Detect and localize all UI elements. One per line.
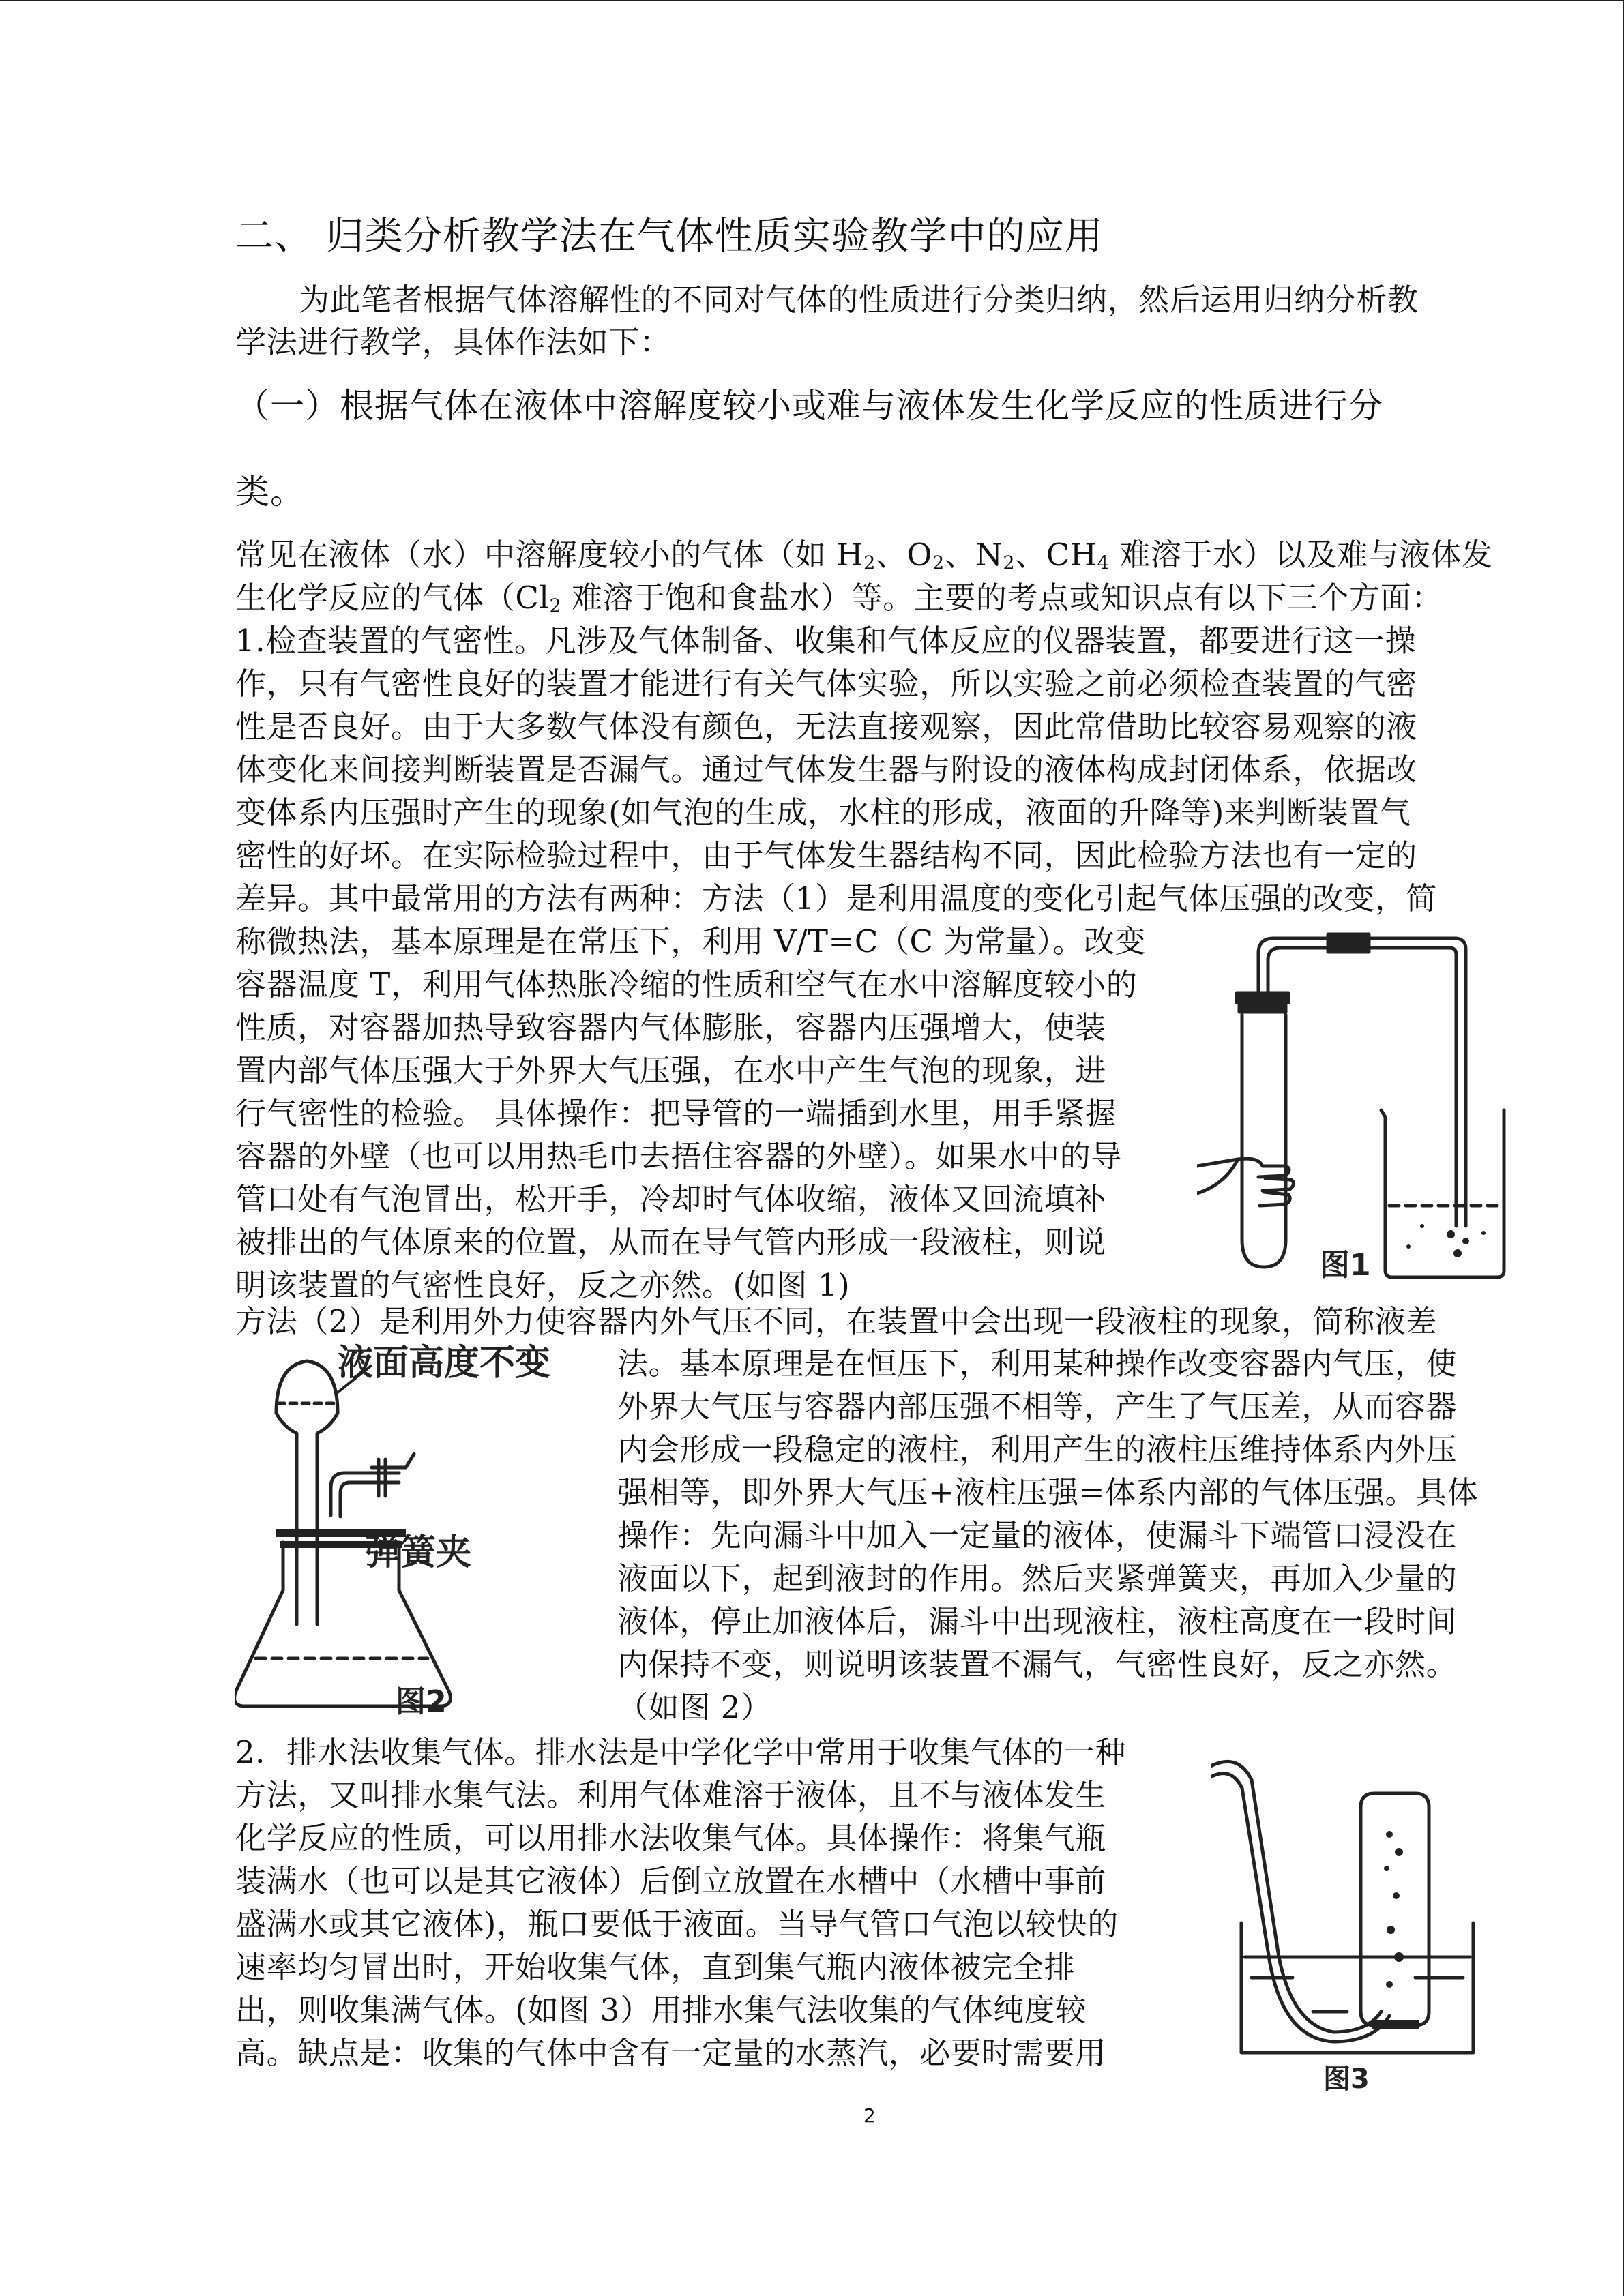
subscript: 2	[932, 552, 945, 574]
body-line: 操作：先向漏斗中加入一定量的液体，使漏斗下端管口浸没在	[617, 1517, 1458, 1553]
body-line: 外界大气压与容器内部压强不相等，产生了气压差，从而容器	[617, 1388, 1458, 1425]
body-line: 出，则收集满气体。(如图 3）用排水集气法收集的气体纯度较	[235, 1992, 1087, 2028]
subsection-title-line-1: （一）根据气体在液体中溶解度较小或难与液体发生化学反应的性质进行分	[235, 386, 1383, 426]
body-line: 被排出的气体原来的位置，从而在导气管内形成一段液柱，则说	[235, 1224, 1106, 1260]
body-line: 置内部气体压强大于外界大气压强，在水中产生气泡的现象，进	[235, 1052, 1106, 1088]
figure-1	[1197, 926, 1511, 1287]
page-number: 2	[863, 2104, 876, 2127]
text-run: 难溶于水）以及难与液体发	[1109, 537, 1493, 573]
body-line: 装满水（也可以是其它液体）后倒立放置在水槽中（水槽中事前	[235, 1863, 1106, 1899]
body-line: 性是否良好。由于大多数气体没有颜色，无法直接观察，因此常借助比较容易观察的液	[235, 709, 1417, 745]
intro-line-2: 学法进行教学，具体作法如下：	[235, 324, 671, 360]
body-line: 变体系内压强时产生的现象(如气泡的生成，水柱的形成，液面的升降等)来判断装置气	[235, 794, 1411, 831]
body-line: 盛满水或其它液体)，瓶口要低于液面。当导气管口气泡以较快的	[235, 1906, 1119, 1942]
intro-line-1: 为此笔者根据气体溶解性的不同对气体的性质进行分类归纳，然后运用归纳分析教	[299, 282, 1419, 318]
body-line: 作，只有气密性良好的装置才能进行有关气体实验，所以实验之前必须检查装置的气密	[235, 666, 1417, 702]
body-line: 性质，对容器加热导致容器内气体膨胀，容器内压强增大，使装	[235, 1009, 1106, 1045]
body-line: 方法，又叫排水集气法。利用气体难溶于液体，且不与液体发生	[235, 1777, 1106, 1813]
body-line: 称微热法，基本原理是在常压下，利用 V/T=C（C 为常量）。改变	[235, 923, 1147, 959]
figure-2-label-liquid-level: 液面高度不变	[338, 1343, 551, 1384]
body-line: 2．排水法收集气体。排水法是中学化学中常用于收集气体的一种	[235, 1734, 1127, 1770]
body-line: 体变化来间接判断装置是否漏气。通过气体发生器与附设的液体构成封闭体系，依据改	[235, 751, 1417, 788]
text-run: 、CH	[1015, 537, 1097, 573]
body-line: 内会形成一段稳定的液柱，利用产生的液柱压维持体系内外压	[617, 1431, 1458, 1467]
subscript: 4	[1097, 552, 1110, 574]
body-line: 液体，停止加液体后，漏斗中出现液柱，液柱高度在一段时间	[617, 1603, 1458, 1639]
text-run: 、N	[944, 537, 1003, 573]
body-line	[235, 578, 1443, 627]
body-line: 法。基本原理是在恒压下，利用某种操作改变容器内气压，使	[617, 1345, 1458, 1382]
figure-3-caption: 图3	[1323, 2063, 1370, 2093]
section-title: 二、 归类分析教学法在气体性质实验教学中的应用	[235, 214, 1104, 258]
body-line: 内保持不变，则说明该装置不漏气，气密性良好，反之亦然。	[617, 1646, 1458, 1682]
body-line: 容器温度 T，利用气体热胀冷缩的性质和空气在水中溶解度较小的	[235, 966, 1138, 1002]
body-line: 速率均匀冒出时，开始收集气体，直到集气瓶内液体被完全排	[235, 1949, 1076, 1985]
body-line: 方法（2）是利用外力使容器内外气压不同，在装置中会出现一段液柱的现象，简称液差	[235, 1303, 1438, 1339]
subscript: 2	[1003, 552, 1016, 574]
subscript: 2	[863, 552, 876, 574]
figure-3	[1211, 1753, 1497, 2093]
subsection-title-line-2: 类。	[235, 472, 305, 511]
body-line: 化学反应的性质，可以用排水法收集气体。具体操作：将集气瓶	[235, 1820, 1106, 1856]
text-run: 、O	[875, 537, 933, 573]
body-line: 1.检查装置的气密性。凡涉及气体制备、收集和气体反应的仪器装置，都要进行这一操	[235, 623, 1417, 659]
text-run: 难溶于饱和食盐水）等。主要的考点或知识点有以下三个方面：	[561, 580, 1443, 616]
figure-2-label-spring-clamp: 弹簧夹	[365, 1532, 472, 1573]
figure-2-caption: 图2	[396, 1684, 447, 1719]
body-line: 密性的好坏。在实际检验过程中，由于气体发生器结构不同，因此检验方法也有一定的	[235, 837, 1417, 874]
text-run: 生化学反应的气体（Cl	[235, 580, 550, 616]
body-line: 明该装置的气密性良好，反之亦然。(如图 1)	[235, 1267, 851, 1303]
body-line: 强相等，即外界大气压+液柱压强=体系内部的气体压强。具体	[617, 1474, 1479, 1510]
figure-2	[235, 1338, 617, 1727]
body-line: （如图 2）	[617, 1689, 772, 1725]
body-line: 容器的外壁（也可以用热毛巾去捂住容器的外壁）。如果水中的导	[235, 1138, 1122, 1174]
body-line: 高。缺点是：收集的气体中含有一定量的水蒸汽，必要时需要用	[235, 2035, 1106, 2071]
figure-1-caption: 图1	[1320, 1248, 1371, 1283]
body-line	[235, 535, 1493, 584]
subscript: 2	[549, 595, 562, 617]
body-line: 行气密性的检验。 具体操作：把导管的一端插到水里，用手紧握	[235, 1095, 1117, 1131]
text-run: 常见在液体（水）中溶解度较小的气体（如 H	[235, 537, 864, 573]
body-line: 液面以下，起到液封的作用。然后夹紧弹簧夹，再加入少量的	[617, 1560, 1458, 1596]
body-line: 管口处有气泡冒出，松开手，冷却时气体收缩，液体又回流填补	[235, 1181, 1106, 1217]
body-line: 差异。其中最常用的方法有两种：方法（1）是利用温度的变化引起气体压强的改变，简	[235, 880, 1438, 916]
